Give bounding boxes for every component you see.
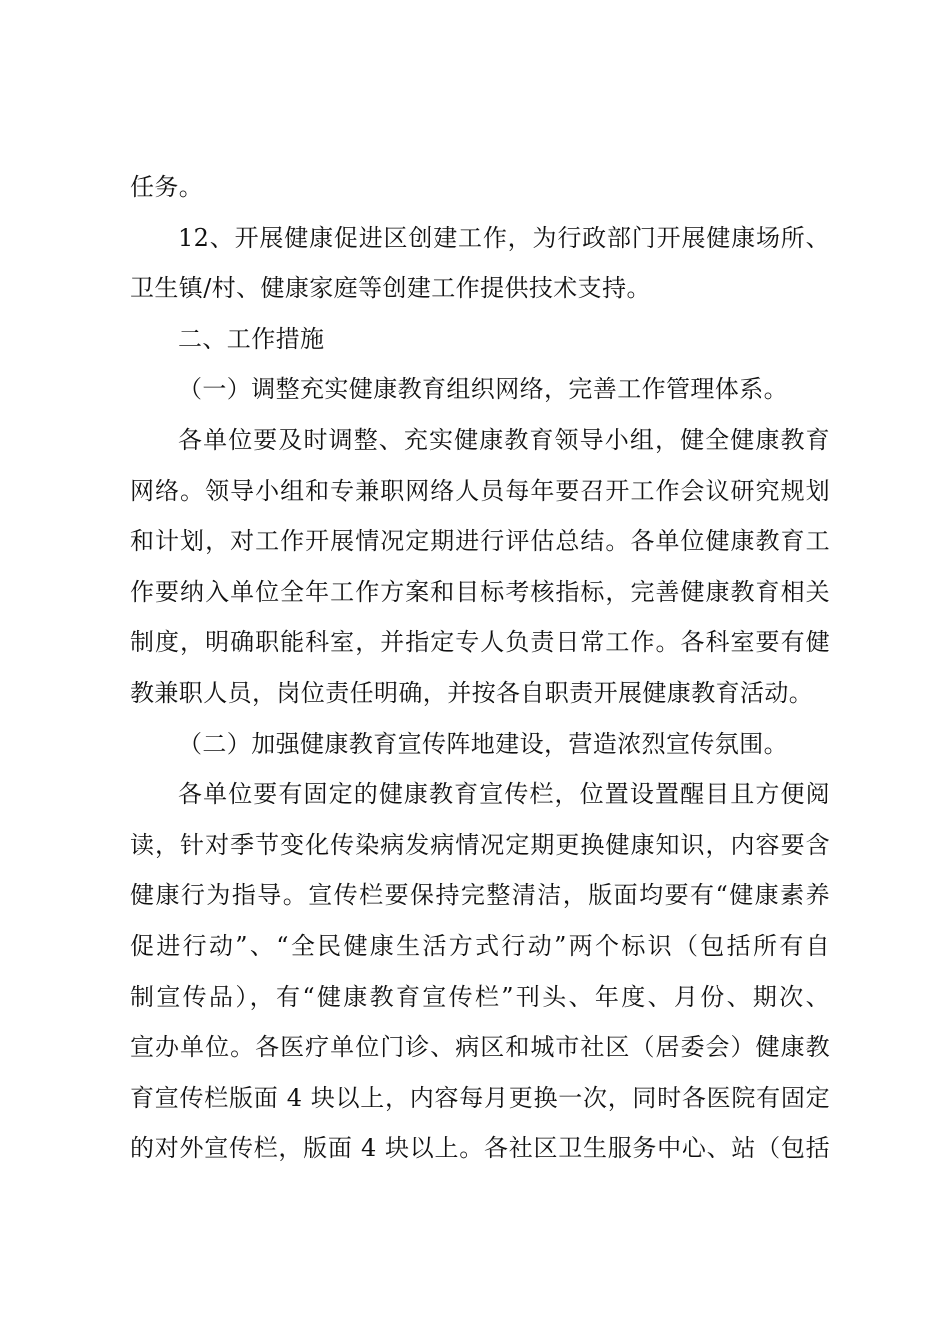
text-line: 任务。 bbox=[130, 173, 204, 201]
text-line: 各单位要有固定的健康教育宣传栏，位置设置醒目且方便阅 bbox=[178, 780, 830, 809]
text-line: 网络。领导小组和专兼职网络人员每年要召开工作会议研究规划 bbox=[130, 476, 830, 505]
text-line: （二）加强健康教育宣传阵地建设，营造浓烈宣传氛围。 bbox=[178, 729, 788, 758]
section-heading-measures bbox=[130, 314, 830, 365]
text-line: 各单位要及时调整、充实健康教育领导小组，健全健康教育 bbox=[178, 425, 830, 454]
paragraph-task-end bbox=[130, 162, 830, 213]
text-line: 制宣传品），有“健康教育宣传栏”刊头、年度、月份、期次、 bbox=[130, 982, 830, 1011]
paragraph-organization-network bbox=[130, 415, 830, 719]
paragraph-item-12 bbox=[130, 213, 830, 314]
text-line: 促进行动”、“全民健康生活方式行动”两个标识（包括所有自 bbox=[130, 931, 830, 960]
text-line: 教兼职人员，岗位责任明确，并按各自职责开展健康教育活动。 bbox=[130, 678, 814, 707]
text-line: 12、开展健康促进区创建工作，为行政部门开展健康场所、 bbox=[178, 223, 830, 252]
text-line: 健康行为指导。宣传栏要保持完整清洁，版面均要有“健康素养 bbox=[130, 881, 830, 910]
text-line: 和计划，对工作开展情况定期进行评估总结。各单位健康教育工 bbox=[130, 527, 830, 556]
text-line: （一）调整充实健康教育组织网络，完善工作管理体系。 bbox=[178, 375, 788, 404]
text-line: 作要纳入单位全年工作方案和目标考核指标，完善健康教育相关 bbox=[130, 577, 830, 606]
text-line: 育宣传栏版面 4 块以上，内容每月更换一次，同时各医院有固定 bbox=[130, 1083, 830, 1112]
text-line: 二、工作措施 bbox=[178, 324, 325, 353]
text-line: 制度，明确职能科室，并指定专人负责日常工作。各科室要有健 bbox=[130, 628, 830, 657]
text-line: 卫生镇/村、健康家庭等创建工作提供技术支持。 bbox=[130, 274, 651, 303]
text-line: 读，针对季节变化传染病发病情况定期更换健康知识，内容要含 bbox=[130, 830, 830, 859]
text-line: 宣办单位。各医疗单位门诊、病区和城市社区（居委会）健康教 bbox=[130, 1033, 830, 1062]
subheading-1 bbox=[130, 364, 830, 415]
text-line: 的对外宣传栏，版面 4 块以上。各社区卫生服务中心、站（包括 bbox=[130, 1134, 830, 1163]
document-body bbox=[130, 162, 830, 1174]
paragraph-publicity-board bbox=[130, 769, 830, 1174]
subheading-2 bbox=[130, 719, 830, 770]
